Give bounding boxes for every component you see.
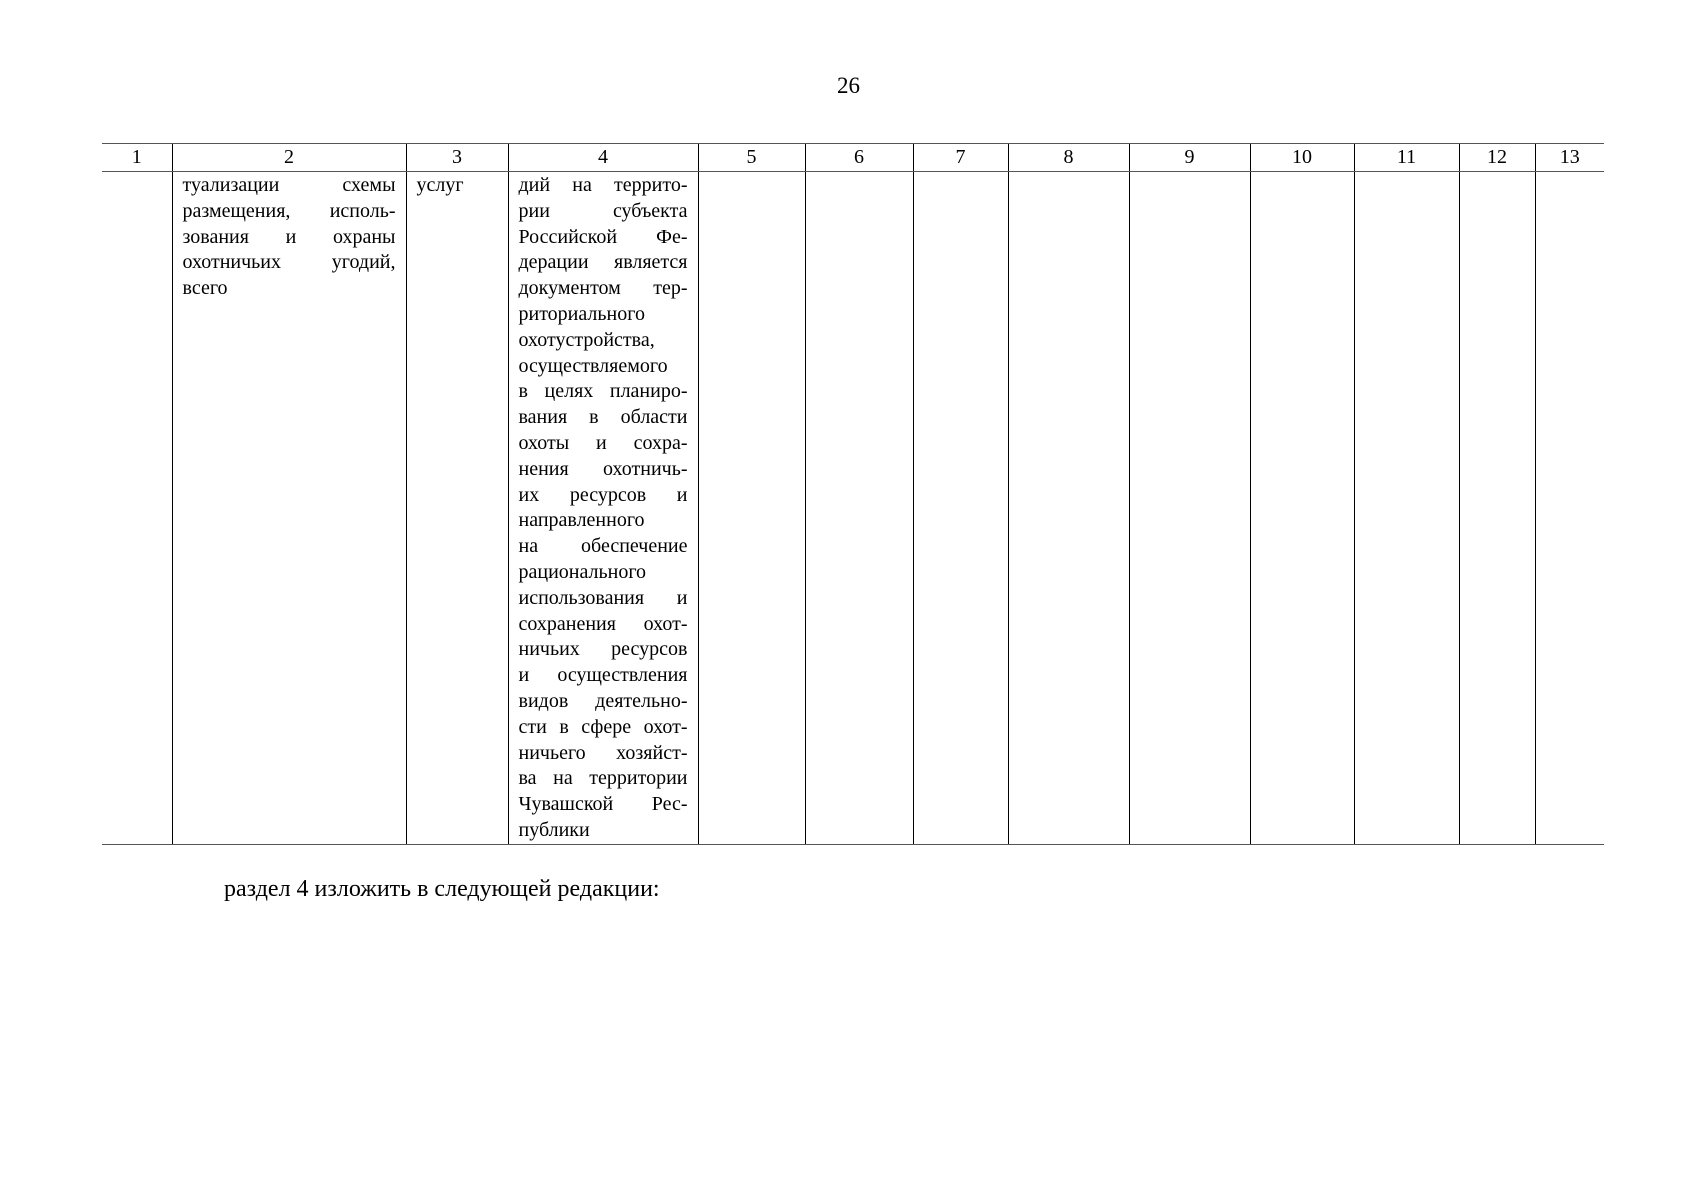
cell-line: их ресурсов и: [518, 483, 688, 506]
cell-line: ничьего хозяйст-: [518, 741, 688, 764]
cell-line: осуществляемого: [518, 354, 668, 377]
cell-line: риториального: [518, 302, 645, 325]
cell-text-col4: [519, 173, 688, 844]
table-cell-col7: [913, 172, 1008, 845]
table-row: [102, 172, 1604, 845]
cell-line: сти в сфере охот-: [518, 715, 688, 738]
cell-line: сохранения охот-: [518, 612, 688, 635]
data-table: [102, 143, 1604, 845]
cell-line: всего: [182, 277, 228, 300]
column-header: 9: [1129, 144, 1250, 172]
cell-line: на обеспечение: [518, 535, 688, 558]
cell-line: Российской Фе-: [518, 225, 688, 248]
table-cell-col5: [698, 172, 805, 845]
cell-line: видов деятельно-: [518, 689, 688, 712]
column-header: 7: [913, 144, 1008, 172]
cell-line: ничьих ресурсов: [518, 638, 688, 661]
cell-text-col2: [183, 173, 396, 302]
column-header: 4: [508, 144, 698, 172]
column-header: 1: [102, 144, 172, 172]
column-header: 5: [698, 144, 805, 172]
column-header: 13: [1535, 144, 1604, 172]
amendment-paragraph: раздел 4 изложить в следующей редакции:: [224, 876, 660, 902]
table-cell-col2: [172, 172, 406, 845]
cell-line: дерации является: [518, 251, 688, 274]
column-header: 2: [172, 144, 406, 172]
table-cell-col9: [1129, 172, 1250, 845]
column-header: 8: [1008, 144, 1129, 172]
table-cell-col6: [805, 172, 913, 845]
table-cell-col11: [1354, 172, 1459, 845]
cell-text-col3: услуг: [416, 174, 464, 196]
cell-line: использования и: [518, 586, 688, 609]
table-cell-col4: [508, 172, 698, 845]
column-header: 12: [1459, 144, 1535, 172]
cell-line: Чувашской Рес-: [518, 793, 688, 816]
cell-line: рии субъекта: [518, 199, 688, 222]
table-cell-col13: [1535, 172, 1604, 845]
cell-line: охотничьих угодий,: [182, 251, 396, 274]
cell-line: рационального: [518, 560, 647, 583]
table-cell-col8: [1008, 172, 1129, 845]
column-header: 6: [805, 144, 913, 172]
table-cell-col12: [1459, 172, 1535, 845]
cell-line: в целях планиро-: [518, 380, 688, 403]
column-header: 3: [406, 144, 508, 172]
column-header: 10: [1250, 144, 1354, 172]
cell-line: документом тер-: [518, 277, 688, 300]
cell-line: и осуществления: [518, 664, 688, 687]
cell-line: туализации схемы: [182, 174, 396, 196]
table-cell-col3: [406, 172, 508, 845]
cell-line: охоты и сохра-: [518, 431, 688, 454]
cell-line: ва на территории: [518, 767, 688, 790]
cell-line: нения охотничь-: [518, 457, 688, 480]
cell-line: вания в области: [518, 406, 688, 429]
cell-line: направленного: [518, 509, 645, 532]
cell-line: зования и охраны: [182, 225, 396, 248]
cell-line: публики: [518, 818, 590, 841]
table-cell-col1: [102, 172, 172, 845]
table-header-row: [102, 144, 1604, 172]
page-number: 26: [837, 73, 860, 98]
cell-line: дий на террито-: [518, 174, 688, 196]
table-cell-col10: [1250, 172, 1354, 845]
cell-line: охотустройства,: [518, 328, 655, 351]
column-header: 11: [1354, 144, 1459, 172]
cell-line: размещения, исполь-: [182, 199, 396, 222]
